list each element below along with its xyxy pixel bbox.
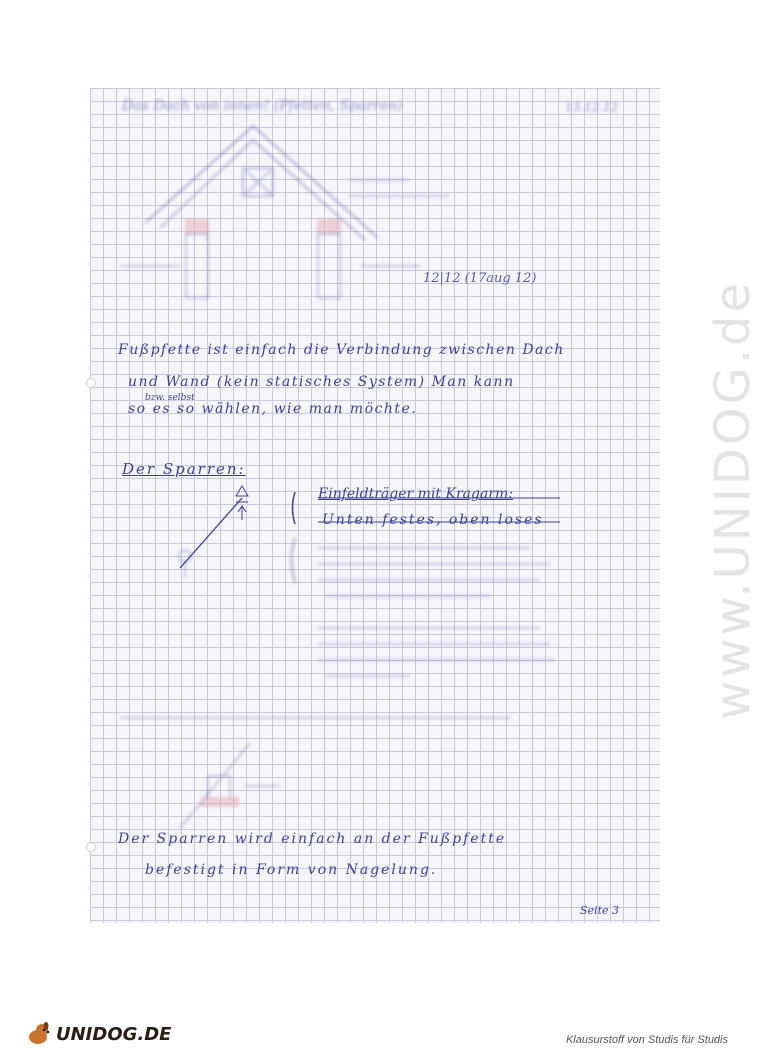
grid-paper-sheet — [90, 88, 660, 923]
einfeldtraeger-heading: Einfeldträger mit Kragarm: — [318, 486, 513, 502]
page-label: Seite 3 — [580, 904, 619, 917]
footer-caption: Klausurstoff von Studis für Studis — [565, 1034, 728, 1046]
header-title: Das Dach von innen! (Pfetten, Sparren) — [122, 98, 403, 114]
para1-insert: bzw. selbst — [145, 393, 195, 403]
blurred-notes-scribbles — [90, 528, 660, 858]
punch-hole-top — [86, 378, 96, 388]
date-mid: 12|12 (17aug 12) — [423, 271, 537, 286]
logo-text: UNIDOG.DE — [56, 1023, 172, 1045]
site-watermark: www.UNIDOG.de — [705, 279, 761, 720]
unidog-logo — [26, 1022, 171, 1046]
header-date: 13.12.12 — [565, 100, 619, 114]
unten-oben-text: Unten festes, oben loses — [322, 512, 544, 528]
arrow-note-line1: Der Sparren wird einfach an der Fußpfette — [118, 831, 507, 847]
para1-line3: so es so wählen, wie man möchte. — [128, 401, 418, 417]
arrow-note-line2: befestigt in Form von Nagelung. — [145, 862, 438, 878]
para1-line1: Fußpfette ist einfach die Verbindung zwischen Dach — [118, 342, 565, 358]
roof-sketch — [90, 88, 660, 318]
punch-hole-bottom — [86, 842, 96, 852]
section-sparren-heading: Der Sparren: — [122, 460, 246, 478]
dog-mascot-icon — [26, 1022, 52, 1046]
para1-line2: und Wand (kein statisches System) Man kann — [128, 374, 515, 390]
